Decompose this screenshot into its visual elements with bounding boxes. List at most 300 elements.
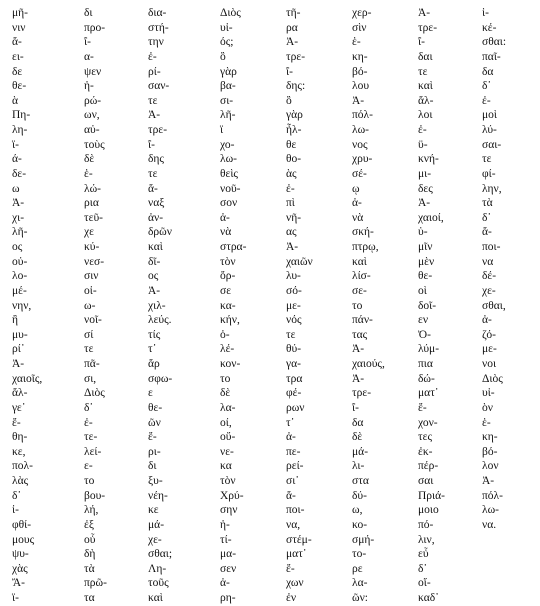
syllable: πια bbox=[418, 358, 433, 370]
syllable: δες bbox=[418, 182, 433, 195]
syllable: ἐ- bbox=[418, 124, 427, 136]
syllable: να. bbox=[482, 518, 497, 531]
syllable: τρα bbox=[286, 372, 303, 385]
syllable: χο- bbox=[220, 138, 235, 151]
syllable: δοῖ- bbox=[418, 299, 437, 312]
syllable: χε bbox=[84, 226, 94, 239]
syllable: θο- bbox=[286, 153, 302, 166]
syllable: καὶ bbox=[148, 592, 163, 604]
syllable: ἠ- bbox=[220, 518, 230, 531]
syllable: ἀ- bbox=[286, 431, 296, 444]
syllable: Ἄ- bbox=[12, 577, 25, 590]
syllable: τε bbox=[148, 94, 158, 107]
syllable: ἐν bbox=[286, 592, 297, 604]
syllable: ἀ- bbox=[220, 211, 230, 224]
syllable: γὰρ bbox=[286, 109, 303, 122]
syllable: κη- bbox=[482, 431, 498, 444]
syllable: ἔ- bbox=[418, 401, 427, 414]
text-column-1 bbox=[12, 6, 42, 606]
syllable: σκή- bbox=[352, 226, 374, 239]
syllable: στα bbox=[352, 475, 369, 487]
syllable: ξυ- bbox=[148, 475, 163, 487]
syllable: ὰ bbox=[12, 94, 19, 107]
syllable: ῳ bbox=[352, 182, 360, 195]
syllable: καὶ bbox=[352, 255, 367, 268]
syllable: σαν- bbox=[148, 80, 170, 93]
syllable: νε- bbox=[220, 445, 234, 458]
syllable: το bbox=[352, 299, 363, 312]
syllable: τε bbox=[418, 65, 428, 78]
syllable: υἱ- bbox=[220, 21, 233, 34]
syllable: σε bbox=[220, 284, 232, 297]
text-column-4 bbox=[220, 6, 246, 606]
syllable: σθαι: bbox=[482, 36, 507, 49]
syllable: ω- bbox=[84, 299, 96, 312]
syllable: σθαι, bbox=[482, 299, 506, 312]
syllable: λυ- bbox=[286, 270, 301, 283]
syllable: Ἀ- bbox=[352, 94, 365, 107]
syllable: κε, bbox=[12, 445, 26, 458]
syllable: ὃ bbox=[220, 50, 226, 63]
syllable: δια- bbox=[148, 7, 167, 19]
syllable: Πη- bbox=[12, 109, 31, 122]
syllable: λο- bbox=[12, 270, 28, 283]
syllable: πό- bbox=[418, 518, 434, 531]
syllable: σεν bbox=[220, 562, 237, 575]
syllable: τῆ- bbox=[286, 7, 301, 19]
syllable: λην, bbox=[482, 182, 502, 195]
syllable: Πριά- bbox=[418, 489, 445, 502]
syllable: χιλ- bbox=[148, 299, 166, 312]
syllable: λω- bbox=[482, 504, 499, 517]
syllable: ρεί- bbox=[286, 460, 304, 473]
syllable: σην bbox=[220, 504, 238, 517]
syllable: λη- bbox=[12, 124, 28, 136]
syllable: ἄλ- bbox=[418, 94, 434, 107]
syllable: δι bbox=[148, 460, 157, 473]
syllable: ει- bbox=[12, 50, 24, 63]
syllable: νην, bbox=[12, 299, 32, 312]
syllable: ϊ bbox=[220, 124, 224, 136]
syllable: σον bbox=[220, 197, 238, 210]
syllable: ω bbox=[12, 182, 20, 195]
syllable: με- bbox=[286, 299, 301, 312]
syllable: ἰ- bbox=[12, 504, 19, 517]
text-column-6 bbox=[352, 6, 385, 606]
syllable: ϋ- bbox=[418, 138, 428, 151]
syllable: εὖ bbox=[418, 548, 429, 561]
syllable: θεὶς bbox=[220, 167, 238, 180]
syllable: ὑ- bbox=[418, 226, 428, 239]
syllable: ὸν bbox=[482, 401, 493, 414]
syllable: γα- bbox=[286, 358, 301, 370]
syllable: τὸν bbox=[220, 255, 236, 268]
syllable: δα bbox=[482, 65, 494, 78]
syllable: τε bbox=[286, 328, 296, 341]
syllable: σφω- bbox=[148, 372, 173, 385]
syllable: ός; bbox=[220, 36, 234, 49]
syllable: στή- bbox=[148, 21, 169, 34]
syllable: ἄρ bbox=[148, 358, 160, 370]
syllable: σι᾽ bbox=[286, 475, 300, 487]
syllable: τ᾽ bbox=[148, 343, 157, 356]
syllable: ἄ- bbox=[148, 182, 158, 195]
syllable: δης bbox=[148, 153, 164, 166]
syllable: μυ- bbox=[12, 328, 28, 341]
syllable: ος bbox=[148, 270, 159, 283]
syllable: ποι- bbox=[482, 241, 501, 253]
syllable: το bbox=[84, 475, 95, 487]
syllable: αὐ- bbox=[84, 124, 100, 136]
syllable: καὶ bbox=[418, 80, 433, 93]
syllable: μοὶ bbox=[482, 109, 498, 122]
syllable: μὲν bbox=[418, 255, 435, 268]
syllable: πέρ- bbox=[418, 460, 439, 473]
syllable: ρε bbox=[352, 562, 363, 575]
syllable: ρί- bbox=[148, 65, 161, 78]
syllable: σι- bbox=[220, 94, 234, 107]
syllable: ρώ- bbox=[84, 94, 102, 107]
syllable: Διὸς bbox=[84, 387, 105, 400]
syllable: στέμ- bbox=[286, 533, 312, 546]
syllable: Διὸς bbox=[220, 7, 241, 19]
syllable: ἐ- bbox=[148, 50, 157, 63]
syllable: χὰς bbox=[12, 562, 28, 575]
syllable: ἐ- bbox=[84, 416, 93, 429]
syllable: λεί- bbox=[84, 445, 102, 458]
text-column-5 bbox=[286, 6, 313, 606]
syllable: πολ- bbox=[12, 460, 33, 473]
syllable: πάν- bbox=[352, 314, 373, 327]
syllable: λω- bbox=[352, 124, 369, 136]
syllable: τε bbox=[482, 153, 492, 166]
syllable: ἑ- bbox=[84, 167, 93, 180]
syllable: οὐ- bbox=[12, 255, 28, 268]
syllable: λύ- bbox=[482, 124, 497, 136]
syllable: λώ- bbox=[84, 182, 101, 195]
syllable: θε- bbox=[148, 401, 163, 414]
syllable: μέ- bbox=[12, 284, 27, 297]
syllable: ος bbox=[12, 241, 23, 253]
syllable: χον- bbox=[418, 416, 438, 429]
syllable: λου bbox=[352, 80, 370, 93]
syllable: ναξ bbox=[148, 197, 165, 210]
syllable: θε bbox=[286, 138, 297, 151]
syllable: βό- bbox=[352, 65, 368, 78]
syllable: βό- bbox=[482, 445, 498, 458]
syllable: χρυ- bbox=[352, 153, 373, 166]
syllable: ἑ- bbox=[482, 416, 491, 429]
syllable: την bbox=[148, 36, 164, 49]
syllable: οὶ bbox=[418, 284, 427, 297]
syllable: δε bbox=[12, 65, 23, 78]
syllable: Ἀ- bbox=[352, 343, 365, 356]
syllable: ἐ- bbox=[286, 182, 295, 195]
syllable: ρια bbox=[84, 197, 99, 210]
syllable: χερ- bbox=[352, 7, 372, 19]
syllable: καὶ bbox=[148, 241, 163, 253]
syllable: ἑ- bbox=[352, 36, 361, 49]
syllable: σθαι; bbox=[148, 548, 173, 561]
syllable: καδ᾽ bbox=[418, 592, 439, 604]
syllable: στρα- bbox=[220, 241, 247, 253]
syllable: δε- bbox=[12, 167, 27, 180]
syllable: λεύς. bbox=[148, 314, 172, 327]
syllable: πᾶ- bbox=[84, 358, 100, 370]
syllable: νοῦ- bbox=[220, 182, 241, 195]
syllable: κον- bbox=[220, 358, 241, 370]
syllable: Ἀ- bbox=[286, 36, 299, 49]
syllable: παῖ- bbox=[482, 50, 501, 63]
syllable: ρη- bbox=[220, 592, 236, 604]
syllable: μῆ- bbox=[12, 7, 29, 19]
syllable: δ᾽ bbox=[84, 401, 94, 414]
syllable: χων bbox=[286, 577, 304, 590]
syllable: πόλ- bbox=[352, 109, 373, 122]
syllable: κο- bbox=[352, 518, 368, 531]
syllable: μά- bbox=[148, 518, 165, 531]
syllable: ἄ- bbox=[482, 226, 492, 239]
syllable: νῆ- bbox=[286, 211, 302, 224]
syllable: μά- bbox=[352, 445, 369, 458]
syllable: τε bbox=[148, 167, 158, 180]
syllable: λῆ- bbox=[220, 109, 236, 122]
syllable: ων, bbox=[84, 109, 100, 122]
syllable: ματ᾽ bbox=[418, 387, 439, 400]
syllable: κα- bbox=[220, 299, 236, 312]
syllable: τοῦς bbox=[148, 577, 169, 590]
syllable: χαιοῖς, bbox=[12, 372, 43, 385]
syllable: α- bbox=[84, 50, 94, 63]
syllable: λοι bbox=[418, 109, 433, 122]
syllable: ϊ- bbox=[12, 138, 19, 151]
syllable: νεσ- bbox=[84, 255, 105, 268]
syllable: δρῶν bbox=[148, 226, 172, 239]
syllable: ἀ- bbox=[352, 197, 362, 210]
syllable: τοὺς bbox=[84, 138, 105, 151]
syllable: σμή- bbox=[352, 533, 375, 546]
syllable: οὗ bbox=[84, 533, 96, 546]
syllable: να bbox=[482, 255, 494, 268]
syllable: οἴ- bbox=[418, 577, 431, 590]
syllable: δαι bbox=[418, 50, 433, 63]
syllable: Ἀ- bbox=[286, 241, 299, 253]
syllable: δὴ bbox=[84, 548, 96, 561]
syllable: νοι bbox=[482, 358, 497, 370]
syllable: ῶν bbox=[148, 416, 161, 429]
syllable: ὄρ- bbox=[220, 270, 236, 283]
syllable: βα- bbox=[220, 80, 236, 93]
syllable: λῆ- bbox=[12, 226, 28, 239]
syllable: να, bbox=[286, 518, 301, 531]
syllable: τὸν bbox=[220, 475, 236, 487]
text-column-3 bbox=[148, 6, 172, 606]
syllable: σαι bbox=[418, 475, 434, 487]
syllable: δέ- bbox=[482, 270, 497, 283]
syllable: νὰ bbox=[352, 211, 364, 224]
syllable: ἔ- bbox=[148, 431, 157, 444]
syllable: ποι- bbox=[286, 504, 305, 517]
syllable: οί, bbox=[220, 416, 232, 429]
syllable: μι- bbox=[418, 167, 432, 180]
syllable: λέ- bbox=[220, 343, 235, 356]
syllable: ζό- bbox=[482, 328, 496, 341]
syllable: ἔ- bbox=[286, 562, 295, 575]
syllable: δὲ bbox=[84, 153, 95, 166]
syllable: νέη- bbox=[148, 489, 168, 502]
syllable: δ᾽ bbox=[482, 211, 492, 224]
syllable: τα bbox=[84, 592, 95, 604]
syllable: το bbox=[220, 372, 231, 385]
syllable: τίς bbox=[148, 328, 161, 341]
syllable: χε- bbox=[482, 284, 496, 297]
syllable: τε bbox=[84, 343, 94, 356]
syllable: λίσ- bbox=[352, 270, 371, 283]
syllable: φθί- bbox=[12, 518, 32, 531]
syllable: λι- bbox=[352, 460, 365, 473]
syllable: κνή- bbox=[418, 153, 439, 166]
syllable: Ἀ- bbox=[12, 197, 25, 210]
syllable: ὀ- bbox=[220, 328, 230, 341]
syllable: κήν, bbox=[220, 314, 240, 327]
syllable: τ᾽ bbox=[286, 416, 295, 429]
syllable: χι- bbox=[12, 211, 25, 224]
syllable: γε᾽ bbox=[12, 401, 26, 414]
syllable: ῶν: bbox=[352, 592, 368, 604]
syllable: ὰς bbox=[286, 167, 297, 180]
syllable: ε bbox=[148, 387, 153, 400]
syllable: Ἀ- bbox=[418, 7, 431, 19]
syllable: Ἀ- bbox=[148, 109, 161, 122]
syllable: νός bbox=[286, 314, 302, 327]
syllable: δ᾽ bbox=[12, 489, 22, 502]
syllable: δῖ- bbox=[148, 255, 161, 268]
syllable: τρε- bbox=[418, 21, 438, 34]
syllable: Διὸς bbox=[482, 372, 503, 385]
syllable: ἱ- bbox=[482, 7, 489, 19]
syllable: θη- bbox=[12, 431, 28, 444]
syllable: ω, bbox=[352, 504, 363, 517]
syllable: Ὀ- bbox=[418, 328, 431, 341]
syllable: ψυ- bbox=[12, 548, 29, 561]
syllable: λύμ- bbox=[418, 343, 440, 356]
syllable: ρων bbox=[286, 401, 305, 414]
syllable: κε bbox=[148, 504, 159, 517]
syllable: ἦλ- bbox=[286, 124, 302, 136]
syllable: λα- bbox=[352, 577, 368, 590]
syllable: δώ- bbox=[418, 372, 435, 385]
syllable: λον bbox=[482, 460, 499, 473]
syllable: δης: bbox=[286, 80, 306, 93]
syllable: νιν bbox=[12, 21, 26, 34]
syllable: ἀν- bbox=[148, 211, 164, 224]
syllable: τες bbox=[418, 431, 433, 444]
syllable: Ἀ- bbox=[352, 372, 365, 385]
syllable: τὰ bbox=[84, 562, 95, 575]
syllable: βου- bbox=[84, 489, 106, 502]
syllable: ἄλ- bbox=[12, 387, 28, 400]
syllable: σό- bbox=[286, 284, 302, 297]
syllable: τρε- bbox=[352, 387, 372, 400]
syllable: σι, bbox=[84, 372, 97, 385]
syllable: κύ- bbox=[84, 241, 100, 253]
syllable: προ- bbox=[84, 21, 106, 34]
syllable: φί- bbox=[482, 167, 496, 180]
syllable: ΐ- bbox=[352, 401, 359, 414]
syllable: λή, bbox=[84, 504, 99, 517]
syllable: σέ- bbox=[352, 167, 367, 180]
syllable: χε- bbox=[148, 533, 162, 546]
syllable: πτρῳ, bbox=[352, 241, 379, 253]
syllable: δι bbox=[84, 7, 93, 19]
syllable: γὰρ bbox=[220, 65, 237, 78]
syllable: φέ- bbox=[286, 387, 302, 400]
syllable: λω- bbox=[220, 153, 237, 166]
syllable: σιν bbox=[84, 270, 99, 283]
syllable: ψεν bbox=[84, 65, 102, 78]
syllable: ρί᾽ bbox=[12, 343, 25, 356]
syllable: ἐξ bbox=[84, 518, 94, 531]
syllable: υἱ- bbox=[482, 387, 495, 400]
syllable: ἡ- bbox=[84, 80, 94, 93]
syllable: δ᾽ bbox=[418, 562, 428, 575]
syllable: χαιούς, bbox=[352, 358, 385, 370]
syllable: δὲ bbox=[220, 387, 231, 400]
syllable: οἰ- bbox=[84, 284, 97, 297]
syllable: ΐ- bbox=[286, 65, 293, 78]
syllable: Λη- bbox=[148, 562, 167, 575]
syllable: ὃ bbox=[286, 94, 292, 107]
syllable: δύ- bbox=[352, 489, 367, 502]
syllable: ΐ- bbox=[148, 138, 155, 151]
syllable: μοιο bbox=[418, 504, 439, 517]
syllable: μα- bbox=[220, 548, 237, 561]
syllable: μῖν bbox=[418, 241, 433, 253]
syllable: Χρύ- bbox=[220, 489, 244, 502]
syllable: μους bbox=[12, 533, 35, 546]
syllable: τε- bbox=[84, 431, 98, 444]
syllable: χαιῶν bbox=[286, 255, 313, 268]
syllable: ἀ- bbox=[220, 577, 230, 590]
syllable: ἐκ- bbox=[418, 445, 433, 458]
syllable: εν bbox=[418, 314, 429, 327]
syllable: νος bbox=[352, 138, 368, 151]
syllable: λὰς bbox=[12, 475, 29, 487]
syllable: κα bbox=[220, 460, 232, 473]
syllable: ΐ- bbox=[418, 36, 425, 49]
text-column-8 bbox=[482, 6, 506, 533]
syllable: τρε- bbox=[286, 50, 306, 63]
syllable: ά- bbox=[12, 153, 22, 166]
syllable: Ἀ- bbox=[482, 475, 495, 487]
syllable: δ᾽ bbox=[482, 80, 492, 93]
text-column-2 bbox=[84, 6, 107, 606]
syllable: ϊ- bbox=[12, 592, 19, 604]
syllable: ματ᾽ bbox=[286, 548, 307, 561]
syllable: χαιοί, bbox=[418, 211, 444, 224]
syllable: με- bbox=[482, 343, 497, 356]
syllable: τί- bbox=[220, 533, 232, 546]
syllable: ἁ- bbox=[482, 314, 492, 327]
syllable: ἔ- bbox=[12, 416, 21, 429]
syllable: θύ- bbox=[286, 343, 302, 356]
syllable: πὶ bbox=[286, 197, 295, 210]
text-column-7 bbox=[418, 6, 445, 606]
syllable: ρι- bbox=[148, 445, 161, 458]
syllable: θε- bbox=[12, 80, 27, 93]
syllable: το- bbox=[352, 548, 367, 561]
syllable: ρα bbox=[286, 21, 298, 34]
